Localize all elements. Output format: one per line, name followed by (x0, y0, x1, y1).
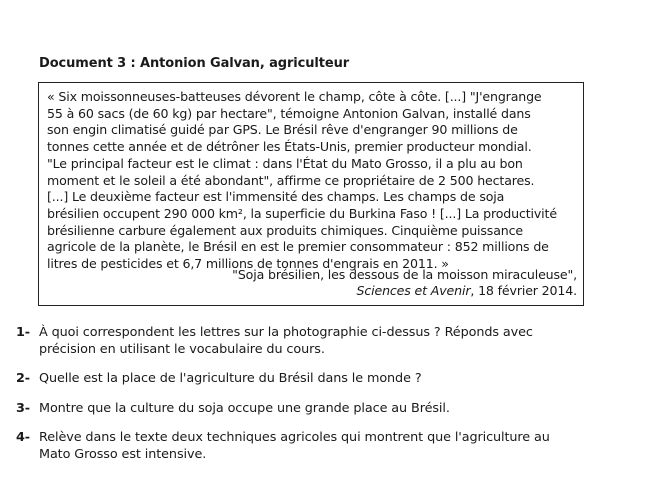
question-number: 3- (16, 400, 31, 416)
question-number: 4- (16, 430, 31, 445)
question-item (16, 371, 636, 388)
question-item (16, 325, 636, 358)
source-citation (232, 283, 577, 300)
quote-source (232, 267, 577, 300)
quote-text: « Six moissonneuses-batteuses dévorent le champ, côte à côte. [...] "J'engrange 55 à 60 sacs (de 60 kg) par hectare", témoigne Antonion Galvan, installé dans son engin climatisé guidé par GPS. Le Brésil rêve d'engranger 90 millions de tonnes cette année et de détrôner les États-Unis, premier producteur mondial. "Le principal facteur est le climat : dans l'État du Mato Grosso, il a plu au bon moment et le soleil a été abondant", affirme ce propriétaire de 2 500 hectares. [...] Le deuxième facteur est l'immensité des champs. Les champs de soja brésilien occupent 290 000 km², la superficie du Burkina Faso ! [...] La productivité brésilienne carbure également aux produits chimiques. Cinquième puissance agricole de la planète, le Brésil en est le premier consommateur : 852 millions de litres de pesticides et 6,7 millions de tonnes d'engrais en 2011. » (47, 89, 557, 272)
question-text: À quoi correspondent les lettres sur la photographie ci-dessus ? Réponds avec précision en utilisant le vocabulaire du cours. (39, 325, 533, 357)
quote-box (38, 82, 584, 306)
document-title: Document 3 : Antonion Galvan, agriculteur (39, 56, 350, 71)
question-number: 1- (16, 325, 31, 340)
source-title: "Soja brésilien, les dessous de la moisson miraculeuse", (232, 266, 577, 282)
question-list (16, 325, 636, 476)
question-item (16, 430, 636, 463)
question-text: Quelle est la place de l'agriculture du Brésil dans le monde ? (39, 371, 422, 386)
source-date: , 18 février 2014. (470, 283, 577, 299)
question-item (16, 401, 636, 418)
question-number: 2- (16, 371, 31, 386)
source-publication: Sciences et Avenir (356, 283, 471, 299)
question-text: Montre que la culture du soja occupe une grande place au Brésil. (39, 400, 450, 416)
question-text: Relève dans le texte deux techniques agricoles qui montrent que l'agriculture au Mato Grosso est intensive. (39, 430, 550, 462)
